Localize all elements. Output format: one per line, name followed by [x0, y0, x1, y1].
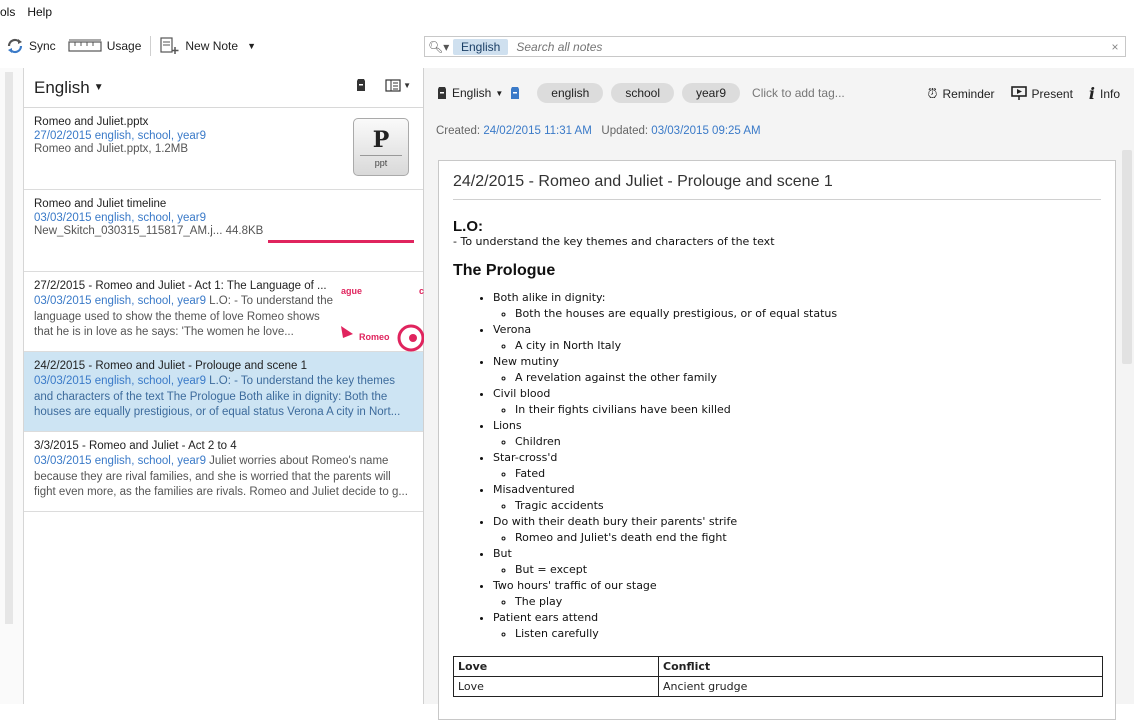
tag-year9[interactable]: year9 [682, 83, 740, 103]
new-note-icon [160, 37, 180, 55]
new-note-label: New Note [185, 39, 239, 53]
list-view-icon [385, 79, 401, 92]
table-cell: Ancient grudge [659, 677, 1103, 697]
add-tag-input[interactable]: Click to add tag... [752, 86, 845, 100]
skitch-thumbnail [268, 240, 414, 243]
list-item: • But ◦ But = except [493, 546, 1101, 578]
sidebar-scrollbar[interactable] [5, 72, 13, 624]
created-date: 24/02/2015 11:31 AM [483, 125, 592, 137]
tag-english[interactable]: english [537, 83, 603, 103]
present-button[interactable]: Present [1011, 86, 1073, 101]
note-title: Romeo and Juliet.pptx [34, 116, 149, 128]
list-item: • Star-cross'd ◦ Fated [493, 450, 1101, 482]
note-snippet: Romeo and Juliet.pptx, 1.2MB [34, 143, 189, 155]
menu-help[interactable]: Help [27, 5, 53, 19]
new-note-button[interactable] [154, 37, 262, 55]
tag-icon[interactable] [509, 86, 521, 100]
note-snippet: 03/03/2015 english, school, year9 Juliet worries about Romeo's name because they are rival families, and she is worried that the parents will fight even more, as the families are rivals. Romeo and Juliet decide to g... [34, 455, 408, 498]
svg-text:Romeo: Romeo [359, 332, 390, 342]
note-header-bar [424, 68, 1134, 118]
list-item: • Both alike in dignity: ◦ Both the houses are equally prestigious, or of equal status [493, 290, 1101, 322]
note-list-header [24, 68, 423, 108]
note-title: 27/2/2015 - Romeo and Juliet - Act 1: The Language of ... [34, 280, 327, 292]
tag-school[interactable]: school [611, 83, 674, 103]
search-bar [424, 36, 1126, 57]
prologue-list [453, 290, 1101, 642]
list-item[interactable] [24, 108, 423, 190]
note-snippet: 03/03/2015 english, school, year9 L.O: - To understand the key themes and characters of the text The Prologue Both alike in dignity: Both the houses are equally prestigious, or of equal status Verona A city in Nort... [34, 375, 401, 418]
menu-tools[interactable]: ols [0, 5, 16, 19]
usage-button[interactable] [62, 39, 148, 53]
chevron-down-icon[interactable]: ▼ [93, 82, 104, 93]
chevron-down-icon[interactable]: ▼ [247, 41, 256, 51]
reminder-button[interactable]: ⏰︎ Reminder [927, 85, 995, 101]
table-header: Conflict [659, 657, 1103, 677]
list-item: • Patient ears attend ◦ Listen carefully [493, 610, 1101, 642]
notebook-selector[interactable]: English [34, 77, 90, 97]
table-header: Love [454, 657, 659, 677]
table-cell: Love [454, 677, 659, 697]
love-conflict-table [453, 656, 1103, 697]
ppt-file-icon: P ppt [353, 118, 409, 176]
lo-text: - To understand the key themes and characters of the text [453, 235, 775, 248]
note-title: 3/3/2015 - Romeo and Juliet - Act 2 to 4 [34, 440, 237, 452]
list-item[interactable] [24, 352, 423, 432]
notebook-icon [436, 86, 448, 100]
view-options-button[interactable] [385, 79, 411, 92]
editor-scrollbar[interactable] [1122, 150, 1132, 364]
search-notebook-chip[interactable]: English [453, 39, 508, 55]
table-row [454, 677, 1103, 697]
list-item: • Civil blood ◦ In their fights civilians have been killed [493, 386, 1101, 418]
info-icon: i [1088, 84, 1095, 103]
note-title-field[interactable]: 24/2/2015 - Romeo and Juliet - Prolouge and scene 1 [453, 161, 1101, 200]
toolbar-divider [150, 36, 151, 56]
list-item[interactable] [24, 432, 423, 512]
left-sidebar [0, 68, 24, 704]
sync-button[interactable] [0, 38, 62, 54]
presentation-icon [1011, 86, 1027, 101]
note-dates: Created: 24/02/2015 11:31 AM Updated: 03/03/2015 09:25 AM [436, 125, 761, 137]
chevron-down-icon[interactable]: ▼ [495, 88, 504, 98]
table-header-row [454, 657, 1103, 677]
list-item[interactable] [24, 272, 423, 352]
note-list [24, 68, 424, 704]
sync-label: Sync [29, 39, 56, 53]
prologue-heading: The Prologue [453, 262, 556, 279]
updated-date: 03/03/2015 09:25 AM [651, 125, 761, 137]
usage-icon [68, 39, 102, 53]
list-item: • Misadventured ◦ Tragic accidents [493, 482, 1101, 514]
menu-bar [0, 0, 1134, 24]
search-input[interactable] [508, 40, 1105, 54]
list-item: • Verona ◦ A city in North Italy [493, 322, 1101, 354]
skitch-thumbnail [335, 276, 423, 350]
list-item: • Do with their death bury their parents' strife ◦ Romeo and Juliet's death end the fight [493, 514, 1101, 546]
clear-search-icon[interactable]: × [1111, 39, 1119, 54]
note-meta: 03/03/2015 english, school, year9 [34, 212, 206, 224]
sync-icon [6, 38, 24, 54]
toolbar [0, 24, 1134, 68]
list-item[interactable] [24, 190, 423, 272]
chevron-down-icon: ▼ [403, 80, 411, 90]
alarm-clock-icon: ⏰︎ [927, 85, 938, 101]
usage-label: Usage [106, 39, 142, 53]
info-button[interactable]: i Info [1088, 84, 1120, 103]
note-title: 24/2/2015 - Romeo and Juliet - Prolouge and scene 1 [34, 360, 307, 372]
svg-text:c: c [419, 286, 425, 296]
note-body[interactable] [438, 160, 1116, 720]
lo-heading: L.O: [453, 218, 483, 235]
list-item: • Lions ◦ Children [493, 418, 1101, 450]
note-editor [424, 68, 1134, 704]
notebook-icon[interactable] [355, 78, 367, 92]
note-snippet: New_Skitch_030315_115817_AM.j... 44.8KB [34, 225, 264, 237]
note-meta: 27/02/2015 english, school, year9 [34, 130, 206, 142]
list-item: • New mutiny ◦ A revelation against the other family [493, 354, 1101, 386]
note-snippet: 03/03/2015 english, school, year9 L.O: - To understand the language used to show the theme of love Romeo shows that he is in love as he says: 'The women he love... [34, 295, 333, 338]
list-item: • Two hours' traffic of our stage ◦ The play [493, 578, 1101, 610]
note-notebook-selector[interactable]: English [452, 86, 492, 100]
search-icon[interactable]: 🔍︎▾ [428, 39, 450, 54]
note-title: Romeo and Juliet timeline [34, 198, 167, 210]
svg-text:ague: ague [341, 286, 363, 296]
